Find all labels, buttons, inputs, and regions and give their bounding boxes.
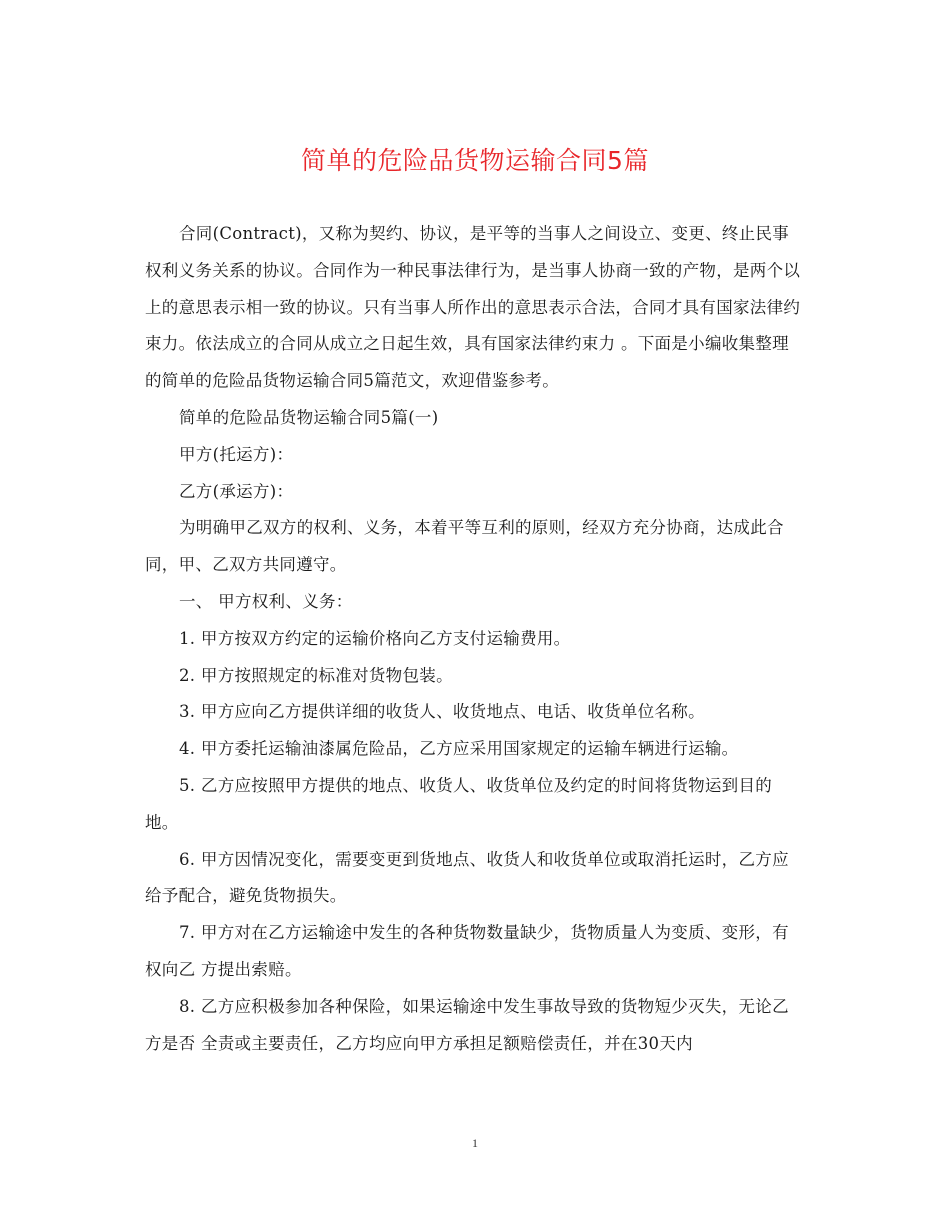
party-a-line: 甲方(托运方)： [179, 444, 294, 464]
clause-item: 7. 甲方对在乙方运输途中发生的各种货物数量缺少，货物质量人为变质、变形，有权向乙 方提出索赔。 [145, 923, 789, 979]
clause-item: 1. 甲方按双方约定的运输价格向乙方支付运输费用。 [179, 628, 571, 648]
document-title: 简单的危险品货物运输合同5篇 [301, 146, 649, 175]
intro-paragraph: 合同(Contract)，又称为契约、协议，是平等的当事人之间设立、变更、终止民事权利义务关系的协议。合同作为一种民事法律行为，是当事人协商一致的产物，是两个以上的意思表示相一致的协议。只有当事人所作出的意思表示合法，合同才具有国家法律约束力。依法成立的合同从成立之日起生效，具有国家法律约束力 。下面是小编收集整理的简单的危险品货物运输合同5篇范文，欢迎借鉴参考。 [145, 224, 801, 391]
page-number: 1 [472, 1136, 478, 1150]
clause-item: 8. 乙方应积极参加各种保险，如果运输途中发生事故导致的货物短少灭失，无论乙方是否 全责或主要责任，乙方均应向甲方承担足额赔偿责任，并在30天内 [145, 996, 789, 1053]
clause-item: 6. 甲方因情况变化，需要变更到货地点、收货人和收货单位或取消托运时，乙方应给予配合，避免货物损失。 [145, 849, 789, 906]
party-b-line: 乙方(承运方)： [179, 481, 294, 501]
purpose-paragraph: 为明确甲乙双方的权利、义务，本着平等互利的原则，经双方充分协商，达成此合同，甲、乙双方共同遵守。 [145, 518, 784, 575]
clause-item: 5. 乙方应按照甲方提供的地点、收货人、收货单位及约定的时间将货物运到目的地。 [145, 775, 773, 832]
clause-heading: 一、 甲方权利、义务： [179, 591, 353, 611]
clause-item: 4. 甲方委托运输油漆属危险品，乙方应采用国家规定的运输车辆进行运输。 [179, 739, 739, 759]
clause-item: 2. 甲方按照规定的标准对货物包装。 [179, 665, 453, 685]
document-body [145, 216, 805, 1062]
section-heading: 简单的危险品货物运输合同5篇(一) [179, 407, 439, 427]
clause-item: 3. 甲方应向乙方提供详细的收货人、收货地点、电话、收货单位名称。 [179, 702, 705, 722]
